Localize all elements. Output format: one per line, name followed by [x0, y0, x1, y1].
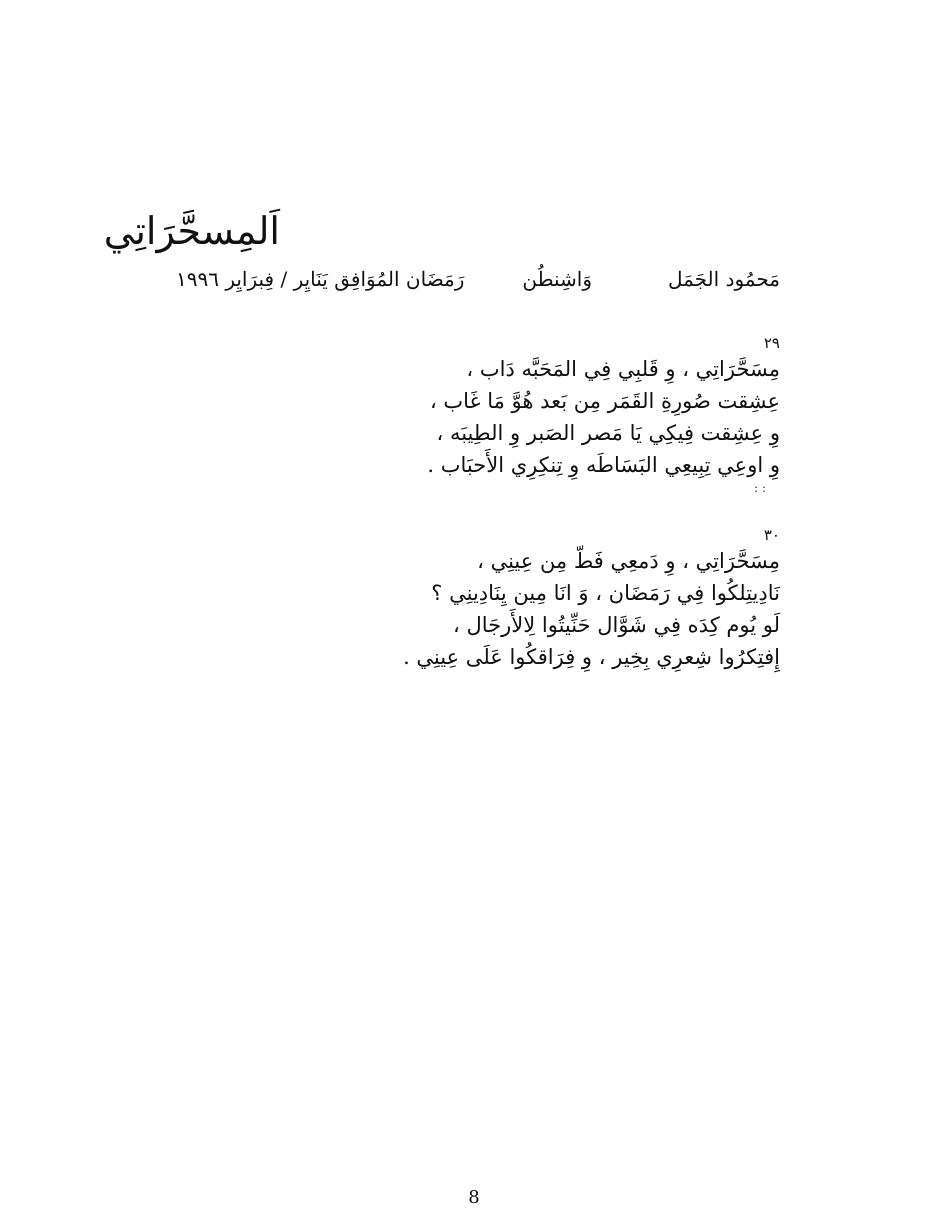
stanza-number: ٣٠ [763, 526, 780, 544]
author-name: مَحمُود الجَمَل [667, 267, 780, 291]
stanza-30 [360, 525, 780, 673]
verse-line: لَو يُوم كِدَه فِي شَوَّال حَنِّيتُوا لِالأَرجَال ، [453, 613, 780, 637]
verse-line: نَادِيتِلكُوا فِي رَمَضَان ، وَ انَا مِين يِنَادِينِي ؟ [431, 581, 780, 605]
date-line: رَمَضَان المُوَافِق يَنَايِر / فِبرَايِر ١٩٩٦ [176, 267, 465, 291]
stanza-number: ٢٩ [763, 334, 780, 352]
verse-line: وِ عِشِقت فِيكِي يَا مَصر الصَبر وِ الطِيبَه ، [436, 421, 780, 445]
poem-header [176, 262, 780, 296]
stanza-separator: : : [754, 481, 766, 495]
stanza-29 [360, 333, 780, 495]
verse-line: وِ اوعِي تِبِيعِي البَسَاطَه وِ تِنكِرِي الأَحبَاب . [427, 453, 780, 477]
poem-title: اَلمِسحَّرَاتِي [103, 209, 280, 253]
verse-line: إِفتِكرُوا شِعرِي بِخِير ، وِ فِرَاقكُوا عَلَى عِينِي . [403, 645, 780, 669]
verse-line: مِسَحَّرَاتِي ، وِ قَلبِي فِي المَحَبَّه دَاب ، [466, 357, 780, 381]
verse-line: مِسَحَّرَاتِي ، وِ دَمعِي فَطّ مِن عِينِي ، [477, 549, 780, 573]
page-number: 8 [468, 1187, 480, 1208]
place-name: وَاشِنطُن [522, 267, 592, 291]
verse-line: عِشِقت صُورِةِ القَمَر مِن بَعد هُوَّ مَا غَاب ، [429, 389, 780, 413]
